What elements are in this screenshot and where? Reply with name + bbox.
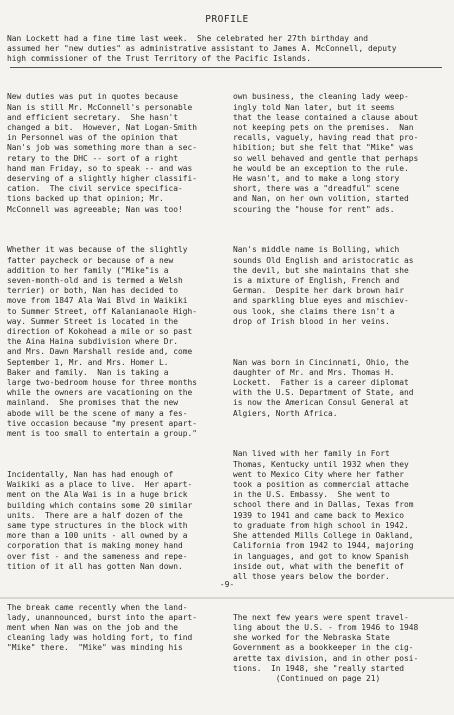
left-paragraph-1: New duties was put in quotes because Nan is still Mr. McConnell's personable and efficient secretary. She hasn't changed a bit. However, Nat Logan-Smith in Personnel was of the opinion that Nan's job was something more than a sec- retary to the DHC -- sort of a right hand man Friday, so to speak -- and was deserving of a slightly higher classifi- cation. The civil service specifica- tions backed up that opinion; Mr. McConnell was agreeable; Nan was too! bbox=[7, 92, 198, 214]
page-title: PROFILE bbox=[205, 14, 249, 25]
right-paragraph-5: The next few years were spent travel- ling about the U.S. - from 1946 to 1948 she worked for the Nebraska State Government as a bookkeeper in the cig- arette tax division, and in other posi- tions. In 1948, she "really started (Continued on page 21) bbox=[233, 612, 419, 683]
intro-paragraph: Nan Lockett had a fine time last week. She celebrated her 27th birthday and assumed her "new duties" as administrative assistant to James A. McConnell, deputy high commissioner of the Trust Territory of the Pacific Islands. bbox=[7, 34, 397, 64]
left-paragraph-4: The break came recently when the land- lady, unannounced, burst into the apart- ment when Nan was on the job and the cleaning lady was holding fort, to find "Mike" there. "Mike" was minding his bbox=[7, 602, 198, 653]
left-column bbox=[7, 72, 223, 684]
right-paragraph-1: own business, the cleaning lady weep- ingly told Nan later, but it seems that the lease contained a clause about not keeping pets on the premises. Nan recalls, vaguely, having read that pro- hibition; but she felt that "Mike" was so well behaved and gentle that perhaps he would be an exception to the rule. He wasn't, and to make a long story short, there was a "dreadful" scene and Nan, on her own volition, started scouring the "house for rent" ads. bbox=[233, 92, 419, 214]
right-paragraph-4: Nan lived with her family in Fort Thomas, Kentucky until 1932 when they went to Mexico City where her father took a position as commercial attache in the U.S. Embassy. She went to school there and in Dallas, Texas from 1939 to 1941 and came back to Mexico to graduate from high school in 1942. She attended Mills College in Oakland, California from 1942 to 1944, majoring in languages, and got to know Spanish inside out, what with the benefit of all those years below the border. bbox=[233, 449, 414, 581]
right-column bbox=[233, 72, 447, 715]
left-paragraph-3: Incidentally, Nan has had enough of Waikiki as a place to live. Her apart- ment on the Ala Wai is in a huge brick building which contains some 20 similar units. There are a half dozen of the same type structures in the block with more than a 100 units - all owned by a corporation that is making money hand over fist - and the sameness and repe- tition of it all has gotten Nan down. bbox=[7, 469, 193, 571]
page-number: -9- bbox=[219, 580, 235, 589]
left-paragraph-2: Whether it was because of the slightly fatter paycheck or because of a new addition to her family ("Mike"is a seven-month-old and is termed a Welsh terrier) or both, Nan has decided to move from 1847 Ala Wai Blvd in Waikiki to Summer Street, off Kalanianaole High- way. Summer Street is located in the direction of Kokohead a mile or so past the Aina Haina subdivision where Dr. and Mrs. Dawn Marshall reside and, come September 1, Mr. and Mrs. Homer L. Baker and family. Nan is taking a large two-bedroom house for three months while the owners are vacationing on the mainland. She promises that the new abode will be the scene of many a fes- tive occasion because "my present apart- ment is too small to entertain a group." bbox=[7, 245, 198, 439]
right-paragraph-2: Nan's middle name is Bolling, which sounds Old English and aristocratic as the devil, but she maintains that she is a mixture of English, French and German. Despite her dark brown hair and sparkling blue eyes and mischiev- ous look, she claims there isn't a drop of Irish blood in her veins. bbox=[233, 245, 414, 326]
section-divider bbox=[10, 67, 442, 68]
right-paragraph-3: Nan was born in Cincinnati, Ohio, the daughter of Mr. and Mrs. Thomas H. Lockett. Father is a career diplomat with the U.S. Department of State, and is now the American Consul General at Algiers, North Africa. bbox=[233, 357, 414, 418]
